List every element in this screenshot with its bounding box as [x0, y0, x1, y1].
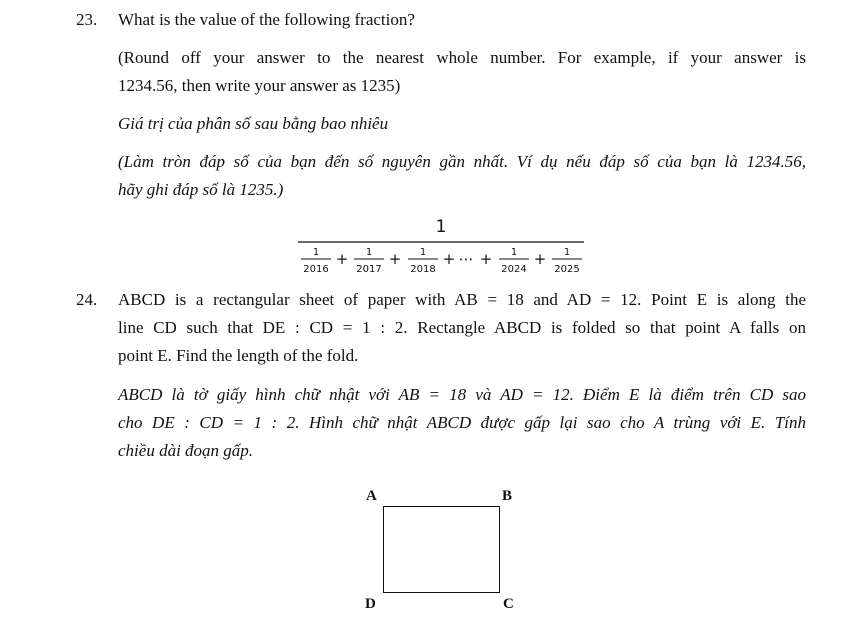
q24-vi-line1: ABCD là tờ giấy hình chữ nhật với AB = 18 và AD = 12. Điểm E là điểm trên CD sao [118, 385, 806, 404]
term-numerator: 1 [563, 247, 571, 258]
vertex-label-d: D [365, 596, 376, 612]
q23-round-en-line1: (Round off your answer to the nearest whole number. For example, if your answer is [118, 48, 806, 67]
q24-vi-line3: chiều dài đoạn gấp. [118, 441, 254, 460]
term-denominator: 2016 [303, 264, 329, 275]
q23-round-en-line2: 1234.56, then write your answer as 1235) [118, 76, 401, 95]
term-denominator: 2025 [554, 264, 580, 275]
q24-vi-line2: cho DE : CD = 1 : 2. Hình chữ nhật ABCD được gấp lại sao cho A trùng với E. Tính [118, 413, 806, 432]
plus-sign: + [479, 250, 493, 268]
term-numerator: 1 [365, 247, 373, 258]
ellipsis: ⋯ [458, 250, 474, 268]
vertex-label-c: C [503, 596, 514, 612]
q23-round-vi-line1: (Làm tròn đáp số của bạn đến số nguyên gần nhất. Ví dụ nếu đáp số của bạn là 1234.56, [118, 152, 806, 171]
term-numerator: 1 [510, 247, 518, 258]
q23-fraction [296, 210, 586, 278]
rectangle-abcd [383, 506, 500, 593]
vertex-label-b: B [502, 488, 513, 504]
q23-number: 23. [76, 10, 98, 29]
q23-question-vi: Giá trị của phân số sau bằng bao nhiêu [118, 114, 389, 133]
term-numerator: 1 [419, 247, 427, 258]
q24-en-line2: line CD such that DE : CD = 1 : 2. Rectangle ABCD is folded so that point A falls on [118, 318, 806, 337]
q24-en-line1: ABCD is a rectangular sheet of paper with AB = 18 and AD = 12. Point E is along the [118, 290, 806, 309]
q23-round-vi-line2: hãy ghi đáp số là 1235.) [118, 180, 284, 199]
term-denominator: 2018 [410, 264, 436, 275]
vertex-label-a: A [366, 488, 377, 504]
term-numerator: 1 [312, 247, 320, 258]
q24-en-line3: point E. Find the length of the fold. [118, 346, 359, 365]
q24-number: 24. [76, 290, 98, 309]
fraction-numerator: 1 [435, 217, 447, 237]
fraction-graphic [296, 210, 586, 278]
term-denominator: 2024 [501, 264, 527, 275]
plus-sign: + [533, 250, 547, 268]
plus-sign: + [335, 250, 349, 268]
plus-sign: + [442, 250, 456, 268]
rectangle-figure [360, 486, 530, 614]
plus-sign: + [388, 250, 402, 268]
term-denominator: 2017 [356, 264, 382, 275]
q23-question-en: What is the value of the following fraction? [118, 10, 415, 29]
